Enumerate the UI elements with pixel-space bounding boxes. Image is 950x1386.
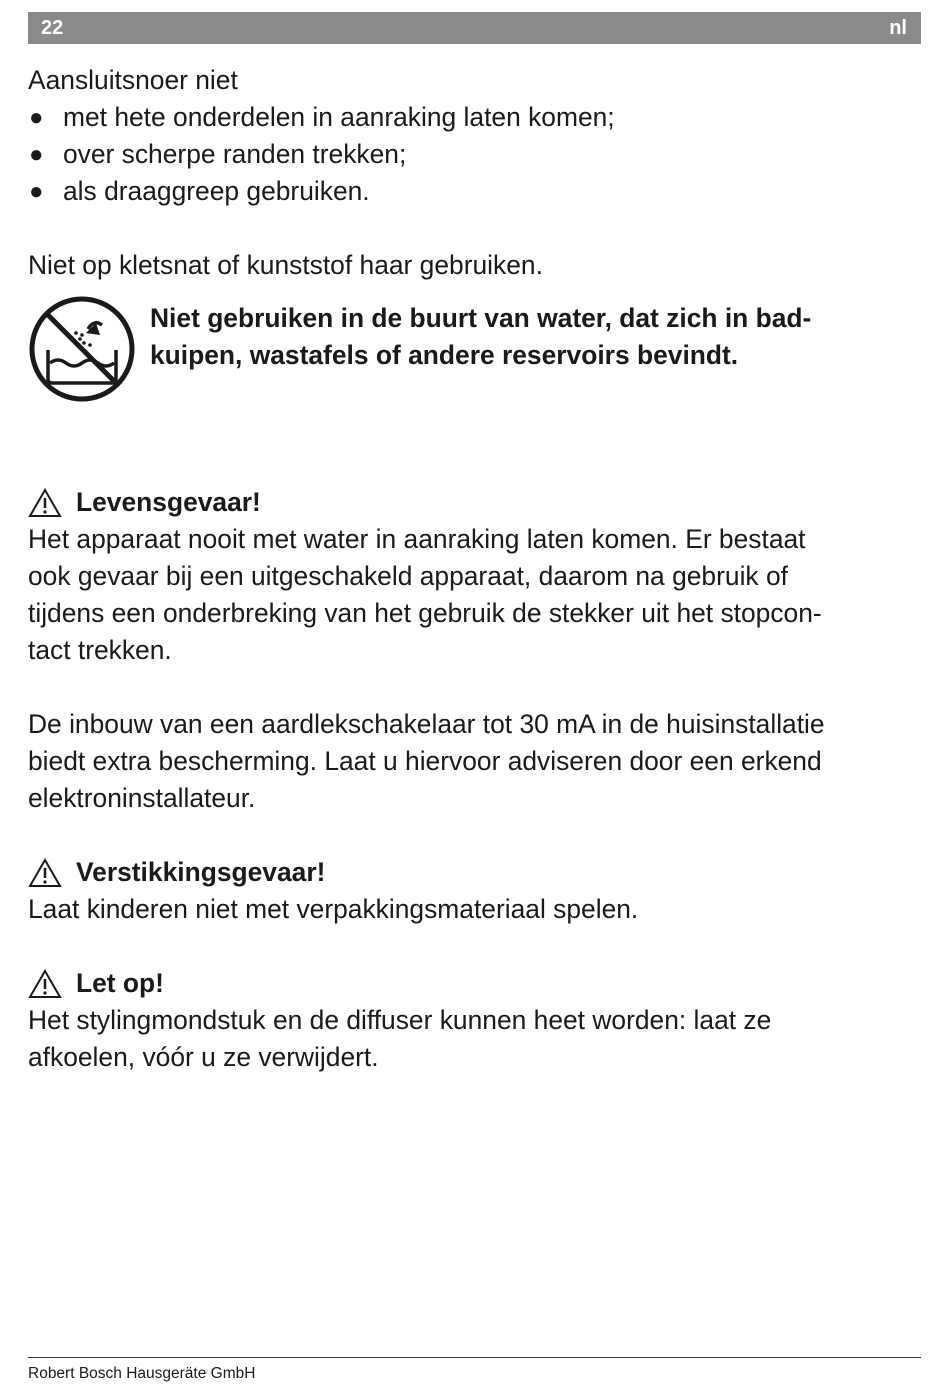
list-item: ● met hete onderdelen in aanraking laten komen; xyxy=(28,99,923,136)
warning-paragraph: Laat kinderen niet met verpakkingsmateriaal spelen. xyxy=(28,894,639,924)
warning-title-life: Levensgevaar! xyxy=(28,484,923,521)
cord-bullet-list xyxy=(28,99,923,210)
page-header-bar xyxy=(28,12,921,44)
footer-divider xyxy=(28,1357,921,1358)
warning-paragraph: Het apparaat nooit met water in aanraking laten komen. Er bestaat ook gevaar bij een uitgeschakeld apparaat, daarom na gebruik of tijdens een onderbreking van het gebruik de stekker uit het stopcon- tact trekken. xyxy=(28,524,822,665)
list-item: ● over scherpe randen trekken; xyxy=(28,136,923,173)
bullet-icon: ● xyxy=(29,141,44,168)
hair-notice: Niet op kletsnat of kunststof haar gebruiken. xyxy=(28,250,543,280)
bullet-icon: ● xyxy=(29,178,44,205)
cord-intro: Aansluitsnoer niet xyxy=(28,65,238,95)
footer-company: Robert Bosch Hausgeräte GmbH xyxy=(28,1365,256,1382)
warning-triangle-icon xyxy=(28,969,62,999)
list-item: ● als draaggreep gebruiken. xyxy=(28,173,923,210)
warning-paragraph: De inbouw van een aardlekschakelaar tot 30 mA in de huisinstallatie biedt extra bescherming. Laat u hiervoor adviseren door een erkend elektroninstallateur. xyxy=(28,709,825,813)
warning-triangle-icon xyxy=(28,488,62,518)
water-warning xyxy=(28,295,923,409)
water-warning-text: Niet gebruiken in de buurt van water, dat zich in bad- kuipen, wastafels of andere reservoirs bevindt. xyxy=(150,303,812,370)
language-code: nl xyxy=(889,17,907,39)
warning-title-caution: Let op! xyxy=(28,965,923,1002)
no-water-bath-icon xyxy=(28,295,136,403)
warning-title-suffocation: Verstikkingsgevaar! xyxy=(28,854,923,891)
warning-triangle-icon xyxy=(28,858,62,888)
bullet-icon: ● xyxy=(29,104,44,131)
page-number: 22 xyxy=(41,17,64,39)
page-content xyxy=(28,62,923,1076)
warning-paragraph: Het stylingmondstuk en de diffuser kunnen heet worden: laat ze afkoelen, vóór u ze verwijdert. xyxy=(28,1005,772,1072)
